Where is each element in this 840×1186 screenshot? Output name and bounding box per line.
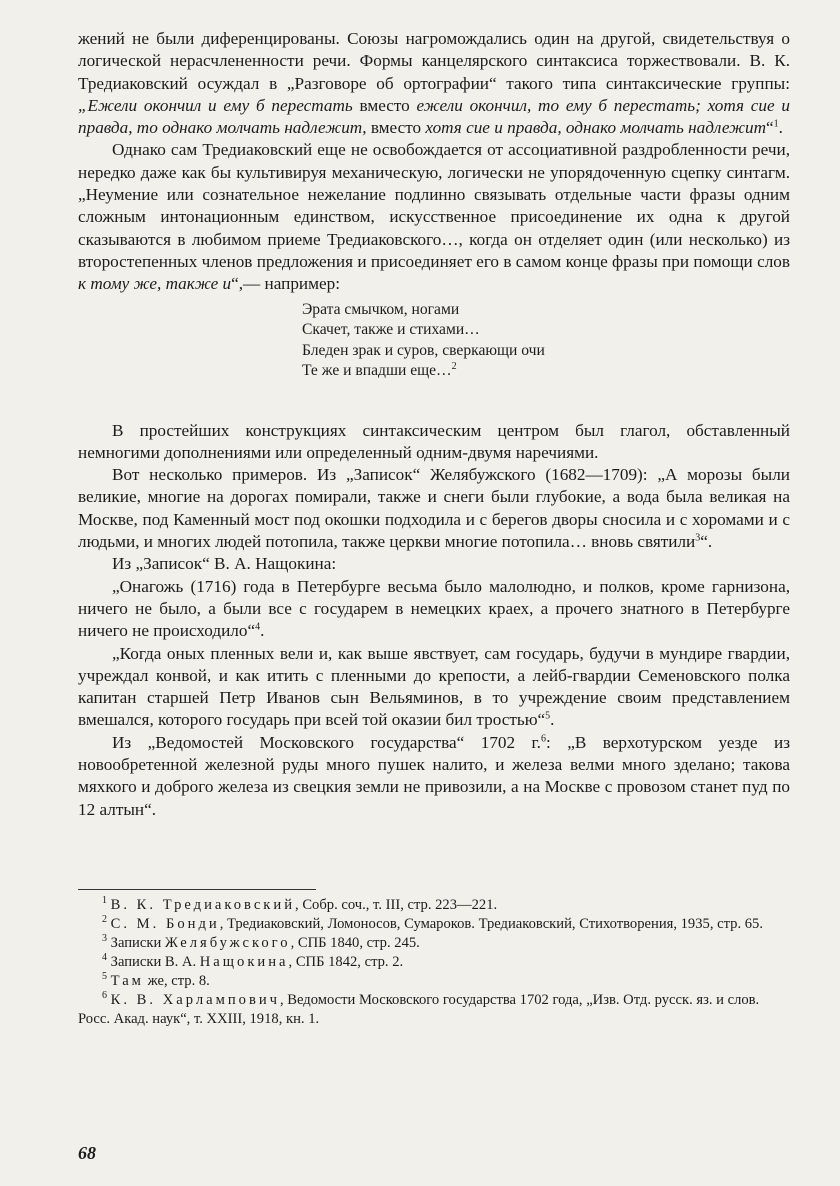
page-number: 68 — [78, 1143, 96, 1163]
text-run: Из „Записок“ В. А. Нащокина: — [112, 554, 337, 574]
paragraph — [78, 28, 790, 139]
footnote-ref: 5 — [545, 710, 551, 722]
paragraph — [78, 643, 790, 732]
text-run: „Ежели окончил и ему б перестать — [78, 95, 353, 115]
poem-line-2: Скачет, также и стихами… — [302, 321, 480, 339]
page-body — [78, 28, 790, 1029]
footnote-author: Там — [110, 972, 144, 989]
text-run: , вместо — [362, 118, 426, 138]
footnote-prefix: Записки В. А. — [110, 953, 200, 970]
footnote-text: , Ведомости Московского государства 1702 года, „Изв. Отд. русск. яз. и слов. Росс. Акад. наук“, т. XXIII, 1918, кн. 1. — [78, 991, 760, 1027]
footnote-ref: 3 — [695, 532, 701, 544]
paragraph — [78, 464, 790, 553]
footnote-ref: 4 — [255, 621, 261, 633]
footnote-text: , СПБ 1842, стр. 2. — [288, 953, 404, 970]
footnote — [78, 991, 790, 1029]
footnote-text: , Тредиаковский, Ломоносов, Сумароков. Тредиаковский, Стихотворения, 1935, стр. 65. — [219, 915, 763, 932]
poem-line-1: Эрата смычком, ногами — [302, 300, 460, 318]
paragraph — [78, 139, 790, 295]
poem-line-3: Бледен зрак и суров, сверкающи очи — [302, 341, 545, 359]
text-run: жений не были диференцированы. Союзы нагромождались один на другой, свидетельствуя о логической нерасчлененности речи. Формы канцелярского синтаксиса торжествовали. В. К. Тредиаковский осуждал в „Разговоре об ортографии“ такого типа синтаксические группы: — [78, 29, 790, 93]
footnote-number: 4 — [102, 952, 107, 964]
poem-quote — [302, 300, 790, 382]
text-run: Однако сам Тредиаковский еще не освобождается от ассоциативной раздробленности речи, нередко даже как бы культивируя механическую, логически не упорядоченную сцепку синтагм. „Неумение или сознательное нежелание подлинно связывать отдельные части фразы одним сложным интонационным единством, искусственное присоединение их одна к другой сказываются в любимом приеме Тредиаковского…, когда он отделяет один (или несколько) из второстепенных членов предложения и присоединяет его в самом конце фразы при помощи слов — [78, 140, 790, 271]
footnote-author: Нащокина — [199, 953, 289, 970]
text-run: : „В верхотурском уезде из новообретенной железной руды много пушек налито, и железа велми много зделано; такова мяхкого и доброго железа из свецкия земли не привозили, а на Москве с провозом станет пуд по 12 алтын“. — [78, 732, 790, 819]
footnote-text: , СПБ 1840, стр. 245. — [290, 934, 420, 951]
footnote-text: же, стр. 8. — [143, 972, 210, 989]
text-run: „Когда оных пленных вели и, как выше явствует, сам государь, будучи в мундире гвардии, учреждал конвой, и как итить с пленными до крепости, а лейб-гвардии Семеновского полка капитан старшей Петр Иванов сын Вельяминов, в то учреждение своим представлением вмешался, которого государь при всей той оказии бил тростью“ — [78, 643, 790, 730]
footnote-author: К. В. Харлампович — [110, 991, 280, 1008]
footnote-divider — [78, 889, 316, 890]
text-run: “. — [700, 532, 713, 552]
text-run: “,— например: — [231, 274, 340, 294]
footnote-ref: 6 — [540, 732, 546, 744]
paragraph — [78, 576, 790, 643]
footnote — [78, 953, 790, 972]
text-run: . — [550, 710, 555, 730]
text-run: „Онагожь (1716) года в Петербурге весьма было малолюдно, и полков, кроме гарнизона, ничего не было, а были все с государем в немецких краех, а прочего знатного в Петербурге ничего не происходило“ — [78, 576, 790, 641]
text-run: вместо — [352, 95, 417, 115]
footnote-author: В. К. Тредиаковский — [110, 896, 296, 913]
footnote-number: 6 — [102, 990, 107, 1002]
text-run: ежели окончил, то ему б перестать; хотя сие и правда, то однако молчать надлежит — [78, 95, 791, 138]
footnote — [78, 915, 790, 934]
footnote-text: , Собр. соч., т. III, стр. 223—221. — [295, 896, 498, 913]
footnote-prefix: Записки — [110, 934, 165, 951]
footnote-ref: 2 — [451, 360, 457, 372]
footnote — [78, 896, 790, 915]
paragraph — [78, 553, 790, 575]
footnote-number: 2 — [102, 914, 107, 926]
footnote-number: 3 — [102, 933, 107, 945]
footnote-author: С. М. Бонди — [110, 915, 220, 932]
paragraph — [78, 420, 790, 465]
text-block-1 — [78, 28, 790, 296]
footnote-number: 1 — [102, 895, 107, 907]
text-run: “ — [766, 118, 774, 138]
text-run: Из „Ведомостей Московского государства“ 1702 г. — [112, 732, 541, 752]
text-run: . — [778, 118, 783, 138]
footnote-author: Желябужского — [164, 934, 291, 951]
poem-line-4 — [302, 361, 790, 382]
text-run: хотя сие и правда, однако молчать надлежит — [425, 118, 767, 138]
text-run: . — [260, 621, 265, 641]
text-run: Вот несколько примеров. Из „Записок“ Желябужского (1682—1709): „А морозы были великие, многие на дорогах помирали, также и снеги были глубокие, а вода была великая на Москве, под Каменный мост под окошки подходила и с берегов дворы сносила и с хоромами и с людьми, и многих людей потопила, также церкви многие потопила… вновь святили — [78, 465, 790, 552]
footnote — [78, 972, 790, 991]
paragraph — [78, 732, 790, 821]
footnote-ref: 1 — [773, 118, 779, 130]
poem-line-4-text: Те же и впадши еще… — [302, 362, 452, 380]
text-run: В простейших конструкциях синтаксическим центром был глагол, обставленный немногими дополнениями или определенный одним-двумя наречиями. — [78, 420, 790, 462]
footnote-number: 5 — [102, 971, 107, 983]
footnote — [78, 934, 790, 953]
footnotes — [78, 896, 790, 1029]
text-run: к тому же, также и — [78, 274, 232, 294]
text-block-2 — [78, 420, 790, 821]
